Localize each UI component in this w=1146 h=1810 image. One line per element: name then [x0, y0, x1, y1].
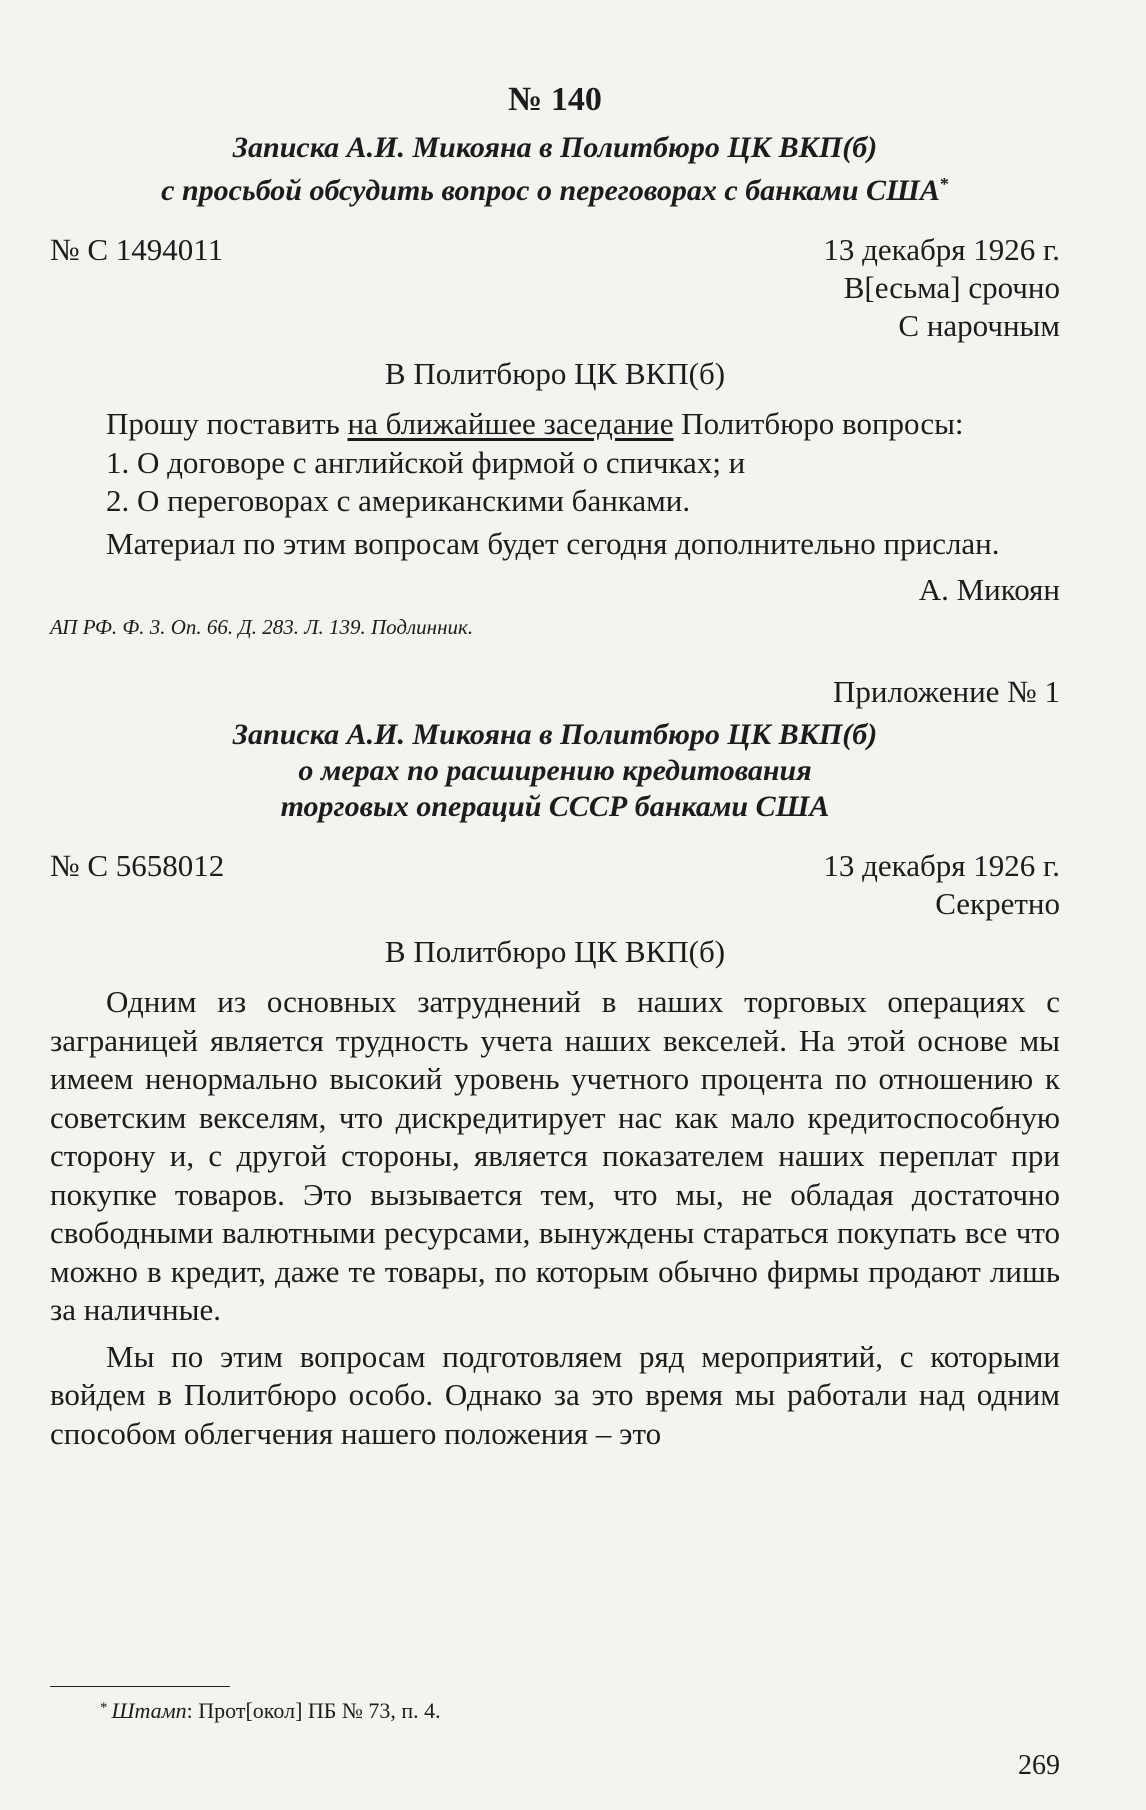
archive-source: АП РФ. Ф. 3. Оп. 66. Д. 283. Л. 139. Подлинник.: [50, 615, 474, 639]
delivery-mark: С нарочным: [898, 308, 1060, 343]
appendix-date: 13 декабря 1926 г.: [823, 848, 1060, 883]
appendix-paragraph-2: Мы по этим вопросам подготовляем ряд мероприятий, с которыми войдем в Политбюро особо. Однако за это время мы работали над одним способом облегчения нашего положения – это: [50, 1338, 1060, 1451]
urgency-mark: В[есьма] срочно: [843, 270, 1060, 305]
addressee: В Политбюро ЦК ВКП(б): [384, 356, 726, 391]
appendix-addressee: В Политбюро ЦК ВКП(б): [384, 934, 726, 969]
appendix-registration-number: № С 5658012: [50, 848, 225, 883]
document-date: 13 декабря 1926 г.: [823, 232, 1060, 267]
request-prefix: Прошу поставить: [106, 406, 348, 441]
appendix-label: Приложение № 1: [833, 674, 1060, 709]
appendix-title-line-1: Записка А.И. Микояна в Политбюро ЦК ВКП(б): [232, 718, 878, 751]
document-meta: [50, 231, 1060, 269]
request-suffix: Политбюро вопросы:: [673, 406, 964, 441]
list-item: 1. О договоре с английской фирмой о спичках; и: [106, 444, 746, 480]
appendix-title-line-2: о мерах по расширению кредитования: [298, 754, 812, 787]
list-item: 2. О переговорах с американскими банками.: [106, 483, 691, 518]
document-page: [50, 80, 1060, 1453]
document-title: [50, 130, 1060, 209]
appendix-paragraph-1: Одним из основных затруднений в наших торговых операциях с заграницей является трудность учета наших векселей. На этой основе мы имеем ненормально высокий уровень учетного процента по отношению к советским векселям, что дискредитирует нас как мало кредитоспособную сторону и, с другой стороны, является показателем наших переплат при покупке товаров. Это вызывается тем, что мы, не обладая достаточно свободными валютными ресурсами, вынуждены стараться покупать все что можно в кредит, даже те товары, по которым обычно фирмы продают лишь за наличные.: [50, 984, 1060, 1327]
document-title-line-2-text: с просьбой обсудить вопрос о переговорах с банками США: [161, 174, 940, 207]
footnote-text: : Прот[окол] ПБ № 73, п. 4.: [186, 1698, 441, 1723]
document-title-line-1: Записка А.И. Микояна в Политбюро ЦК ВКП(б): [232, 131, 878, 164]
document-number: № 140: [508, 81, 602, 118]
footnote: [100, 1694, 441, 1725]
appendix-meta: [50, 847, 1060, 885]
registration-number: № С 1494011: [50, 232, 224, 267]
signature: А. Микоян: [918, 572, 1060, 607]
document-title-line-2: [50, 166, 1060, 209]
page-number: 269: [1018, 1750, 1060, 1781]
classification-mark: Секретно: [935, 886, 1060, 921]
footnote-reference[interactable]: *: [939, 174, 949, 194]
footnote-label: Штамп: [111, 1698, 187, 1723]
footnote-mark: *: [100, 1700, 108, 1716]
material-note: Материал по этим вопросам будет сегодня дополнительно прислан.: [106, 525, 1000, 561]
footnote-divider: [50, 1686, 230, 1687]
request-underlined: на ближайшее заседание: [347, 406, 674, 441]
request-paragraph: [50, 405, 1060, 444]
appendix-title: [50, 717, 1060, 825]
appendix-title-line-3: торговых операций СССР банками США: [280, 790, 830, 823]
